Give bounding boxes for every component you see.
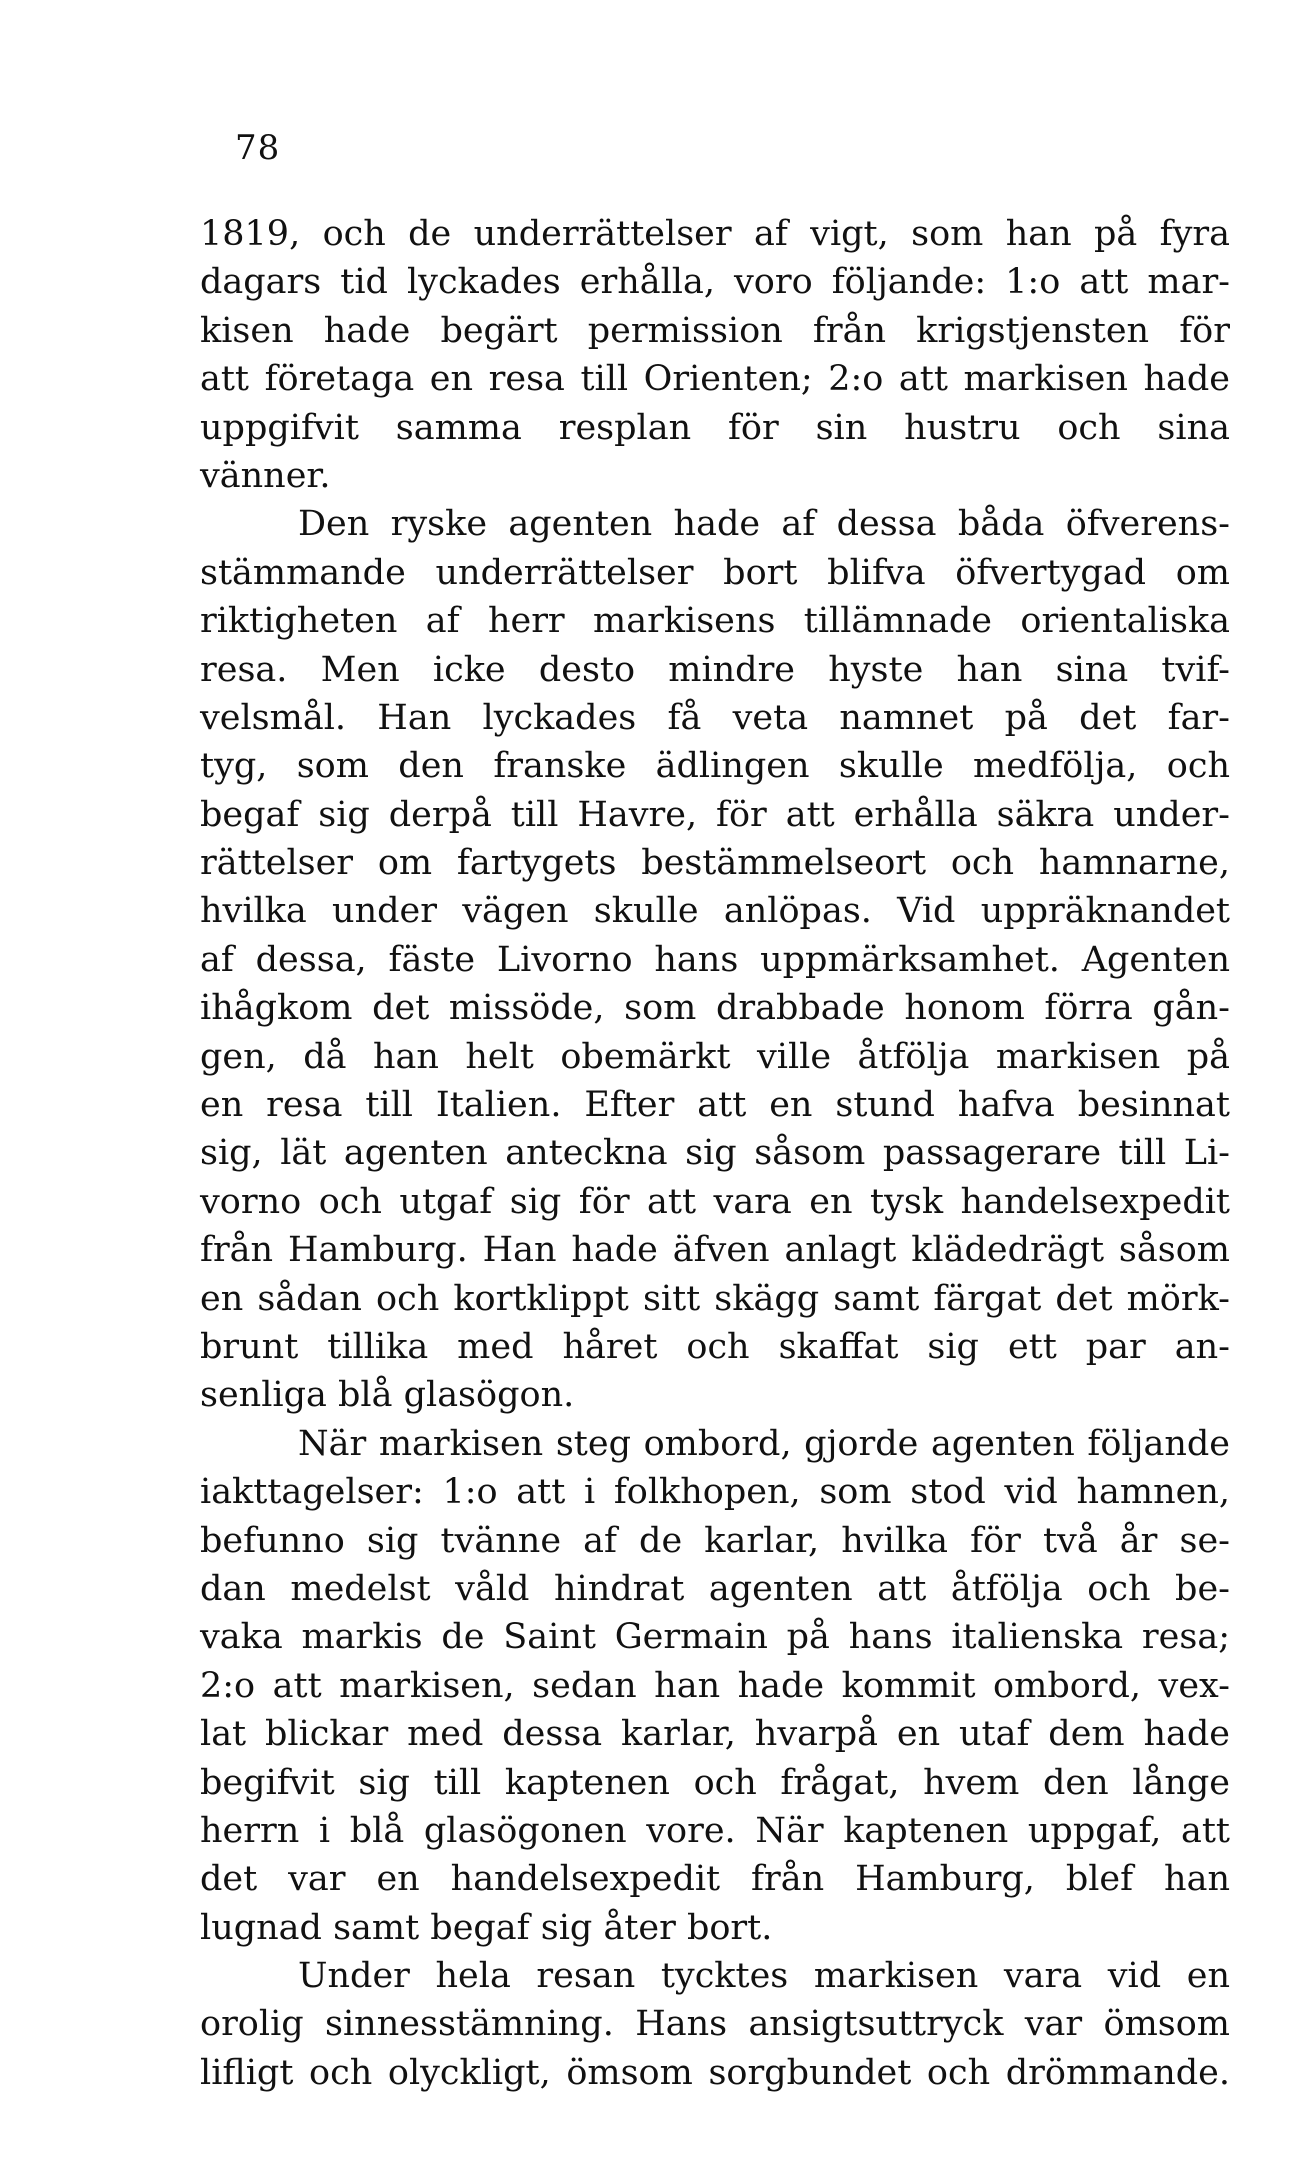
text-line: kisen hade begärt permission från krigstjensten för [200, 310, 1230, 351]
text-line: När markisen steg ombord, gjorde agenten följande [298, 1423, 1230, 1464]
text-line: det var en handelsexpedit från Hamburg, blef han [200, 1859, 1230, 1900]
text-line: resa. Men icke desto mindre hyste han sina tvif- [200, 649, 1230, 690]
text-line: senliga blå glasögon. [200, 1375, 575, 1416]
text-line: uppgifvit samma resplan för sin hustru och sina [200, 407, 1230, 448]
text-line: befunno sig tvänne af de karlar, hvilka för två år se- [200, 1520, 1230, 1561]
text-line: 1819, och de underrättelser af vigt, som han på fyra [200, 214, 1230, 254]
text-line: från Hamburg. Han hade äfven anlagt klädedrägt såsom [200, 1230, 1230, 1271]
text-line: dan medelst våld hindrat agenten att åtfölja och be- [200, 1568, 1230, 1609]
text-line: vorno och utgaf sig för att vara en tysk handelsexpedit [200, 1181, 1230, 1222]
text-line: Under hela resan tycktes markisen vara vid en [298, 1956, 1230, 1997]
text-line: lugnad samt begaf sig åter bort. [200, 1907, 773, 1948]
page-number: 78 [235, 128, 281, 168]
text-line: en resa till Italien. Efter att en stund hafva besinnat [200, 1085, 1230, 1126]
body-text [200, 210, 1230, 2097]
text-line: stämmande underrättelser bort blifva öfvertygad om [200, 552, 1230, 593]
text-line: velsmål. Han lyckades få veta namnet på det far- [200, 697, 1230, 738]
text-line: ihågkom det missöde, som drabbade honom förra gån- [200, 988, 1230, 1029]
text-line: dagars tid lyckades erhålla, voro följande: 1:o att mar- [200, 262, 1230, 303]
text-line: tyg, som den franske ädlingen skulle medfölja, och [200, 746, 1230, 787]
text-line: iakttagelser: 1:o att i folkhopen, som stod vid hamnen, [200, 1472, 1230, 1513]
text-line: rättelser om fartygets bestämmelseort och hamnarne, [200, 843, 1230, 884]
text-line: vaka markis de Saint Germain på hans italienska resa; [200, 1617, 1230, 1658]
text-line: brunt tillika med håret och skaffat sig ett par an- [200, 1326, 1230, 1367]
text-line: att företaga en resa till Orienten; 2:o att markisen hade [200, 359, 1230, 400]
text-line: gen, då han helt obemärkt ville åtfölja markisen på [200, 1036, 1230, 1077]
text-line: begifvit sig till kaptenen och frågat, hvem den långe [200, 1762, 1230, 1803]
text-line: lat blickar med dessa karlar, hvarpå en utaf dem hade [200, 1714, 1230, 1755]
text-line: af dessa, fäste Livorno hans uppmärksamhet. Agenten [200, 939, 1230, 980]
text-line: 2:o att markisen, sedan han hade kommit ombord, vex- [200, 1665, 1230, 1706]
text-line: begaf sig derpå till Havre, för att erhålla säkra under- [200, 794, 1230, 835]
text-line: hvilka under vägen skulle anlöpas. Vid uppräknandet [200, 891, 1230, 932]
text-line: lifligt och olyckligt, ömsom sorgbundet och drömmande. [200, 2052, 1230, 2093]
text-line: riktigheten af herr markisens tillämnade orientaliska [200, 601, 1230, 642]
text-line: Den ryske agenten hade af dessa båda öfverens- [298, 504, 1230, 545]
text-line: sig, lät agenten anteckna sig såsom passagerare till Li- [200, 1133, 1230, 1174]
text-line: herrn i blå glasögonen vore. När kaptenen uppgaf, att [200, 1810, 1230, 1851]
text-line: orolig sinnesstämning. Hans ansigtsuttryck var ömsom [200, 2004, 1230, 2045]
text-line: en sådan och kortklippt sitt skägg samt färgat det mörk- [200, 1278, 1230, 1319]
text-line: vänner. [200, 455, 331, 496]
